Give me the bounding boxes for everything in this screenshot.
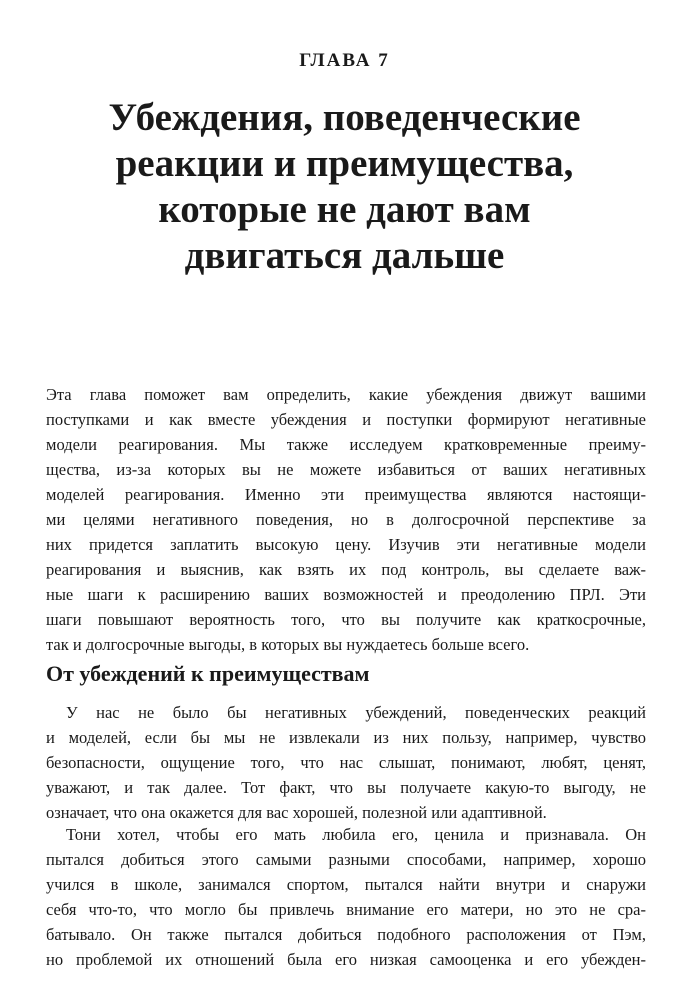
chapter-title-line: двигаться дальше — [184, 234, 505, 277]
intro-paragraph — [46, 382, 646, 657]
text-line: моделей реагирования. Именно эти преимущества являются настоящи- — [46, 485, 646, 504]
text-line: шаги повышают вероятность того, что вы получите как краткосрочные, — [46, 610, 646, 629]
text-line: безопасности, ощущение того, что нас слышат, понимают, любят, ценят, — [46, 753, 646, 772]
text-line: и моделей, если бы мы не извлекали из них пользу, например, чувство — [46, 728, 646, 747]
chapter-title — [40, 95, 649, 279]
text-line: учился в школе, занимался спортом, пытался найти внутри и снаружи — [46, 875, 646, 894]
text-line: щества, из-за которых вы не можете избавиться от ваших негативных — [46, 460, 646, 479]
text-line: поступками и как вместе убеждения и поступки формируют негативные — [46, 410, 646, 429]
chapter-title-line: реакции и преимущества, — [115, 142, 574, 185]
chapter-label: ГЛАВА 7 — [299, 50, 390, 71]
text-line: Тони хотел, чтобы его мать любила его, ценила и признавала. Он — [66, 825, 646, 844]
section-heading: От убеждений к преимуществам — [46, 661, 370, 686]
text-line: них придется заплатить высокую цену. Изучив эти негативные модели — [46, 535, 646, 554]
text-line: Эта глава поможет вам определить, какие убеждения движут вашими — [46, 385, 646, 404]
chapter-title-line: которые не дают вам — [158, 188, 531, 231]
text-line: но проблемой их отношений была его низкая самооценка и его убежден- — [46, 950, 646, 969]
text-line: пытался добиться этого самыми разными способами, например, хорошо — [46, 850, 646, 869]
text-line: себя что-то, что могло бы привлечь внимание его матери, но это не сра- — [46, 900, 646, 919]
text-line: так и долгосрочные выгоды, в которых вы нуждаетесь больше всего. — [46, 635, 530, 654]
text-line: ные шаги к расширению ваших возможностей и преодолению ПРЛ. Эти — [46, 585, 646, 604]
text-line: батывало. Он также пытался добиться подобного расположения от Пэм, — [46, 925, 646, 944]
text-line: реагирования и выяснив, как взять их под контроль, вы сделаете важ- — [46, 560, 646, 579]
text-line: уважают, и так далее. Тот факт, что вы получаете какую-то выгоду, не — [46, 778, 646, 797]
body-paragraph — [46, 700, 646, 825]
chapter-title-line: Убеждения, поведенческие — [108, 96, 581, 139]
text-line: ми целями негативного поведения, но в долгосрочной перспективе за — [46, 510, 646, 529]
body-paragraph — [46, 822, 646, 972]
text-line: модели реагирования. Мы также исследуем кратковременные преиму- — [46, 435, 646, 454]
text-line: означает, что она окажется для вас хорошей, полезной или адаптивной. — [46, 803, 547, 822]
text-line: У нас не было бы негативных убеждений, поведенческих реакций — [66, 703, 646, 722]
